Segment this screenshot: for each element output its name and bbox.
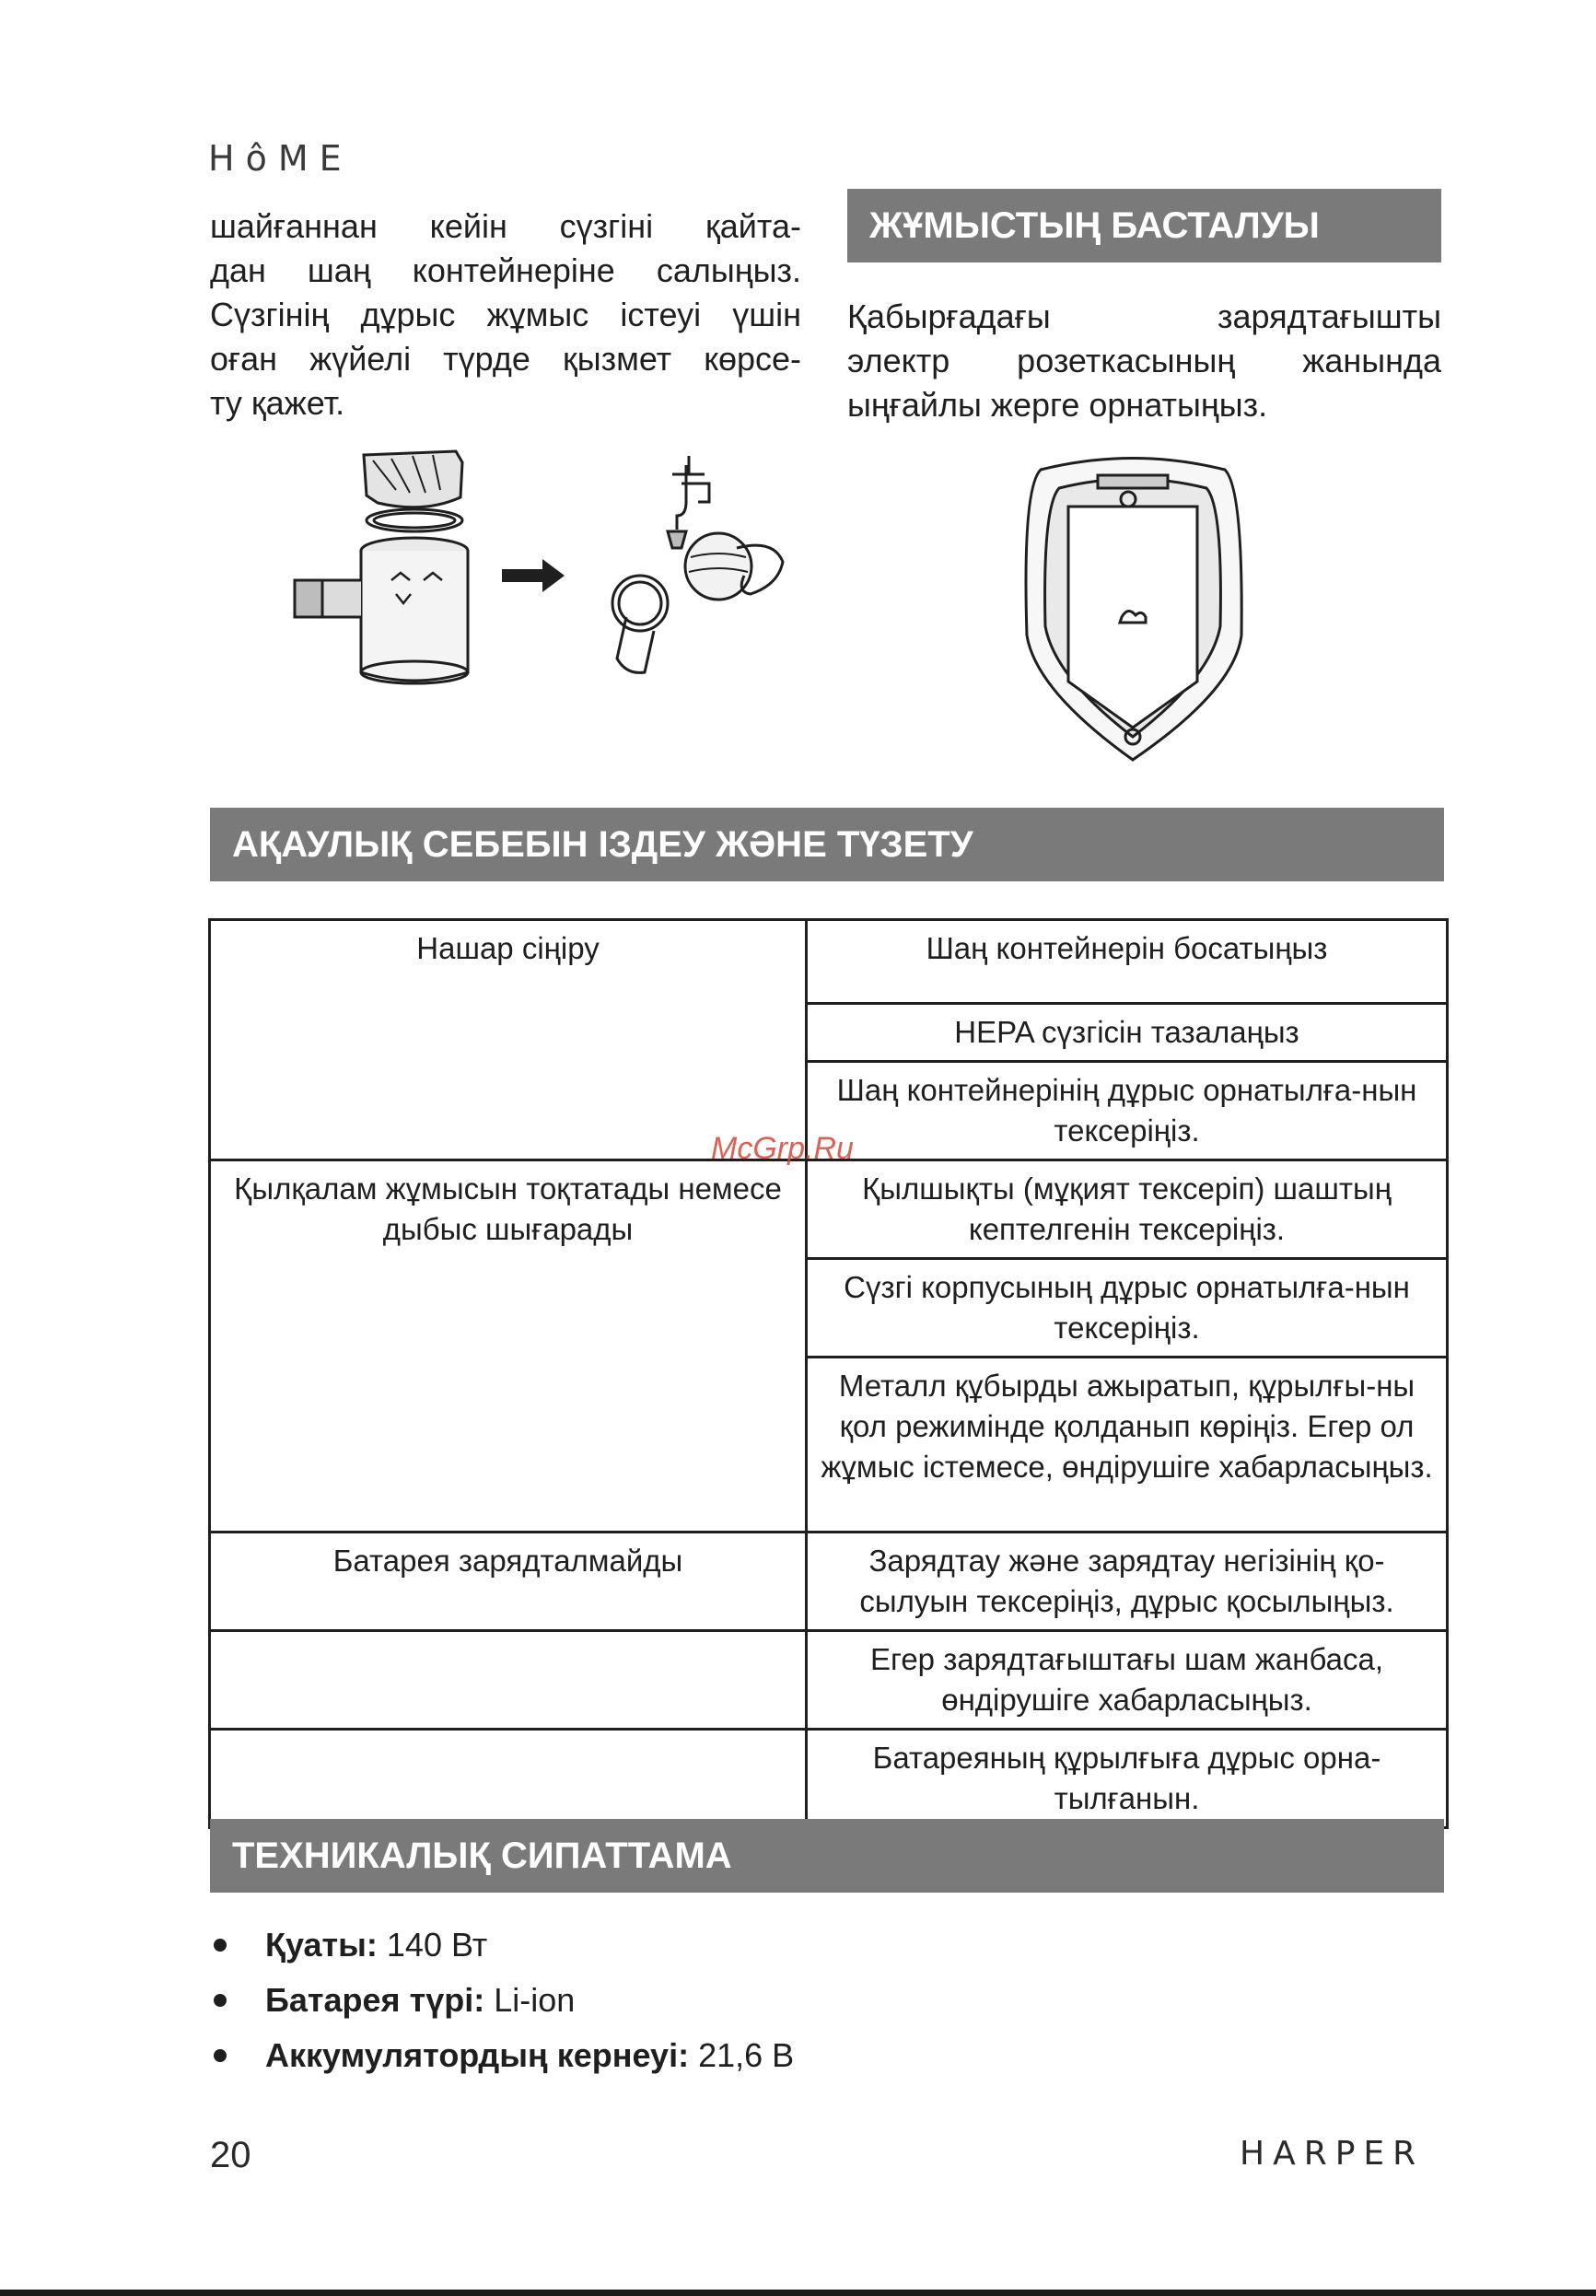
intro-line: ту қажет.	[210, 384, 345, 422]
bullet-icon	[214, 2049, 227, 2062]
filter-container-illustration	[285, 442, 479, 691]
solution-cell: Қылшықты (мұқият тексеріп) шаштың кептелгенін тексеріңіз.	[807, 1160, 1448, 1259]
spec-label: Қуаты:	[265, 1926, 378, 1964]
start-line: электр розеткасының жанында	[847, 342, 1441, 379]
solution-cell: HEPA сүзгісін тазалаңыз	[807, 1004, 1448, 1062]
empty-cell	[210, 1631, 807, 1730]
start-paragraph	[847, 295, 1441, 427]
spec-value: 140 Вт	[386, 1926, 488, 1964]
bullet-icon	[214, 1939, 227, 1952]
spec-item	[214, 1973, 794, 2028]
solution-cell: Металл құбырды ажыратып, құрылғы-ны қол режимінде қолданып көріңіз. Егер ол жұмыс істемесе, өндірушіге хабарласыңыз.	[807, 1358, 1448, 1533]
bottom-divider	[0, 2290, 1596, 2296]
intro-line: шайғаннан кейін сүзгіні қайта-	[210, 207, 801, 245]
solution-cell: Егер зарядтағыштағы шам жанбаса, өндірушіге хабарласыңыз.	[807, 1631, 1448, 1730]
intro-paragraph	[210, 204, 801, 425]
problem-cell: Батарея зарядталмайды	[210, 1533, 807, 1631]
specs-title: ТЕХНИКАЛЫҚ СИПАТТАМА	[210, 1819, 1444, 1893]
spec-item	[214, 2028, 794, 2083]
watermark: McGrp.Ru	[711, 1131, 854, 1166]
arrow-right-icon	[502, 557, 566, 594]
spec-label: Аккумулятордың кернеуі:	[265, 2036, 690, 2074]
solution-cell: Шаң контейнерінің дұрыс орнатылға-нын тексеріңіз.	[807, 1062, 1448, 1160]
troubleshooting-table	[208, 918, 1449, 1829]
intro-line: дан шаң контейнеріне салыңыз.	[210, 251, 801, 289]
harper-logo: HARPER	[1240, 2135, 1425, 2173]
bullet-icon	[214, 1994, 227, 2007]
spec-label: Батарея түрі:	[265, 1981, 485, 2019]
troubleshooting-title: АҚАУЛЫҚ СЕБЕБІН ІЗДЕУ ЖӘНЕ ТҮЗЕТУ	[210, 808, 1444, 881]
page-number: 20	[210, 2135, 251, 2175]
problem-cell: Нашар сіңіру	[210, 920, 807, 1160]
intro-line: оған жүйелі түрде қызмет көрсе-	[210, 340, 801, 378]
start-line: Қабырғадағы зарядтағышты	[847, 297, 1441, 335]
problem-cell: Қылқалам жұмысын тоқтатады немесе дыбыс шығарады	[210, 1160, 807, 1533]
empty-cell	[210, 1730, 807, 1828]
solution-cell: Зарядтау және зарядтау негізінің қо-сылуын тексеріңіз, дұрыс қосылыңыз.	[807, 1533, 1448, 1631]
solution-cell: Шаң контейнерін босатыңыз	[807, 920, 1448, 1004]
intro-line: Сүзгінің дұрыс жұмыс істеуі үшін	[210, 296, 801, 333]
start-line: ыңғайлы жерге орнатыңыз.	[847, 386, 1268, 424]
washing-filter-illustration	[589, 447, 792, 682]
spec-value: Li-ion	[494, 1981, 576, 2019]
solution-cell: Сүзгі корпусының дұрыс орнатылға-нын тексеріңіз.	[807, 1259, 1448, 1358]
wall-charger-illustration	[1013, 451, 1252, 764]
specs-list	[214, 1917, 794, 2083]
home-logo: HôME	[208, 138, 353, 179]
start-section-title: ЖҰМЫСТЫҢ БАСТАЛУЫ	[847, 189, 1441, 262]
solution-cell: Батареяның құрылғыға дұрыс орна-тылғанын.	[807, 1730, 1448, 1828]
spec-item	[214, 1917, 794, 1973]
spec-value: 21,6 В	[698, 2036, 795, 2074]
